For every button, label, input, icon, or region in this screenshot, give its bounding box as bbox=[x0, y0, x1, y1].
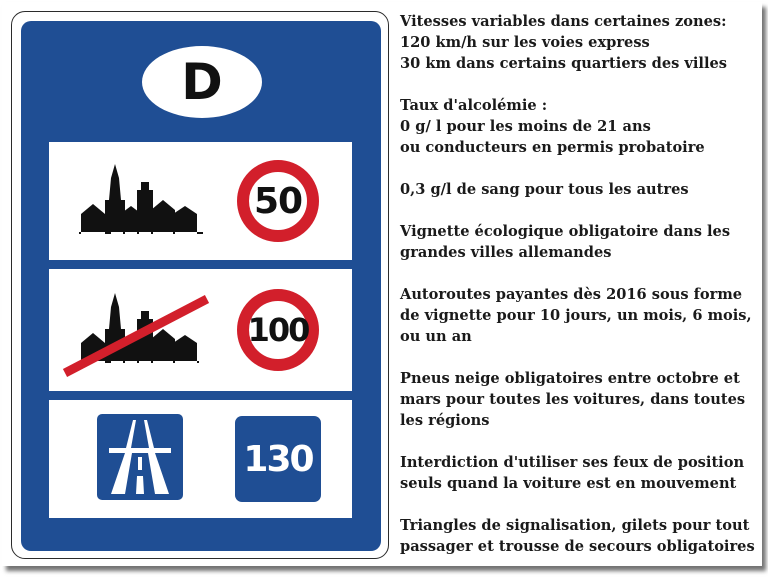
rule-block bbox=[400, 221, 762, 263]
rule-line: Interdiction d'utiliser ses feux de position bbox=[400, 454, 745, 471]
rule-line: seuls quand la voiture est en mouvement bbox=[400, 475, 737, 492]
rule-line: passager et trousse de secours obligatoires bbox=[400, 538, 755, 555]
rule-line: grandes villes allemandes bbox=[400, 244, 612, 261]
rule-line: Triangles de signalisation, gilets pour tout bbox=[400, 517, 750, 534]
autobahn-speed-value: 130 bbox=[243, 438, 313, 480]
rule-line: Pneus neige obligatoires entre octobre et bbox=[400, 370, 740, 387]
panel-outside-town-speed bbox=[49, 269, 352, 391]
rule-block bbox=[400, 179, 762, 200]
rule-line: ou un an bbox=[400, 328, 472, 345]
rule-block bbox=[400, 368, 762, 431]
rule-line: les régions bbox=[400, 412, 490, 429]
rule-block bbox=[400, 515, 762, 557]
country-code: D bbox=[181, 53, 223, 111]
autobahn-icon bbox=[97, 414, 183, 500]
rule-line: 0 g/ l pour les moins de 21 ans bbox=[400, 118, 651, 135]
rule-line: de vignette pour 10 jours, un mois, 6 mois, bbox=[400, 307, 752, 324]
country-oval bbox=[142, 46, 262, 118]
rule-line: mars pour toutes les voitures, dans toutes bbox=[400, 391, 746, 408]
image-frame bbox=[2, 2, 762, 566]
rule-line: Vitesses variables dans certaines zones: bbox=[400, 13, 727, 30]
rule-line: Autoroutes payantes dès 2016 sous forme bbox=[400, 286, 743, 303]
rule-line: 120 km/h sur les voies express bbox=[400, 34, 650, 51]
rule-line: ou conducteurs en permis probatoire bbox=[400, 139, 705, 156]
rule-line: 0,3 g/l de sang pour tous les autres bbox=[400, 181, 689, 198]
speed-limit-town-sign bbox=[235, 158, 321, 244]
driving-rules-list bbox=[400, 11, 762, 578]
rule-line: 30 km dans certains quartiers des villes bbox=[400, 55, 728, 72]
autobahn-speed-sign bbox=[235, 416, 321, 502]
town-skyline-icon bbox=[79, 164, 203, 234]
rule-line: Vignette écologique obligatoire dans les bbox=[400, 223, 731, 240]
panel-autobahn-speed bbox=[49, 400, 352, 518]
rule-block bbox=[400, 11, 762, 74]
speed-limit-outside-sign bbox=[235, 287, 321, 373]
rule-block bbox=[400, 284, 762, 347]
rule-line: Taux d'alcolémie : bbox=[400, 97, 548, 114]
motorway-road-icon bbox=[97, 414, 183, 500]
rule-block bbox=[400, 95, 762, 158]
rule-block bbox=[400, 452, 762, 494]
town-end-skyline-icon bbox=[61, 293, 211, 377]
speed-limit-outside-value: 100 bbox=[247, 311, 309, 349]
panel-town-speed bbox=[49, 142, 352, 260]
speed-limit-town-value: 50 bbox=[253, 180, 303, 222]
